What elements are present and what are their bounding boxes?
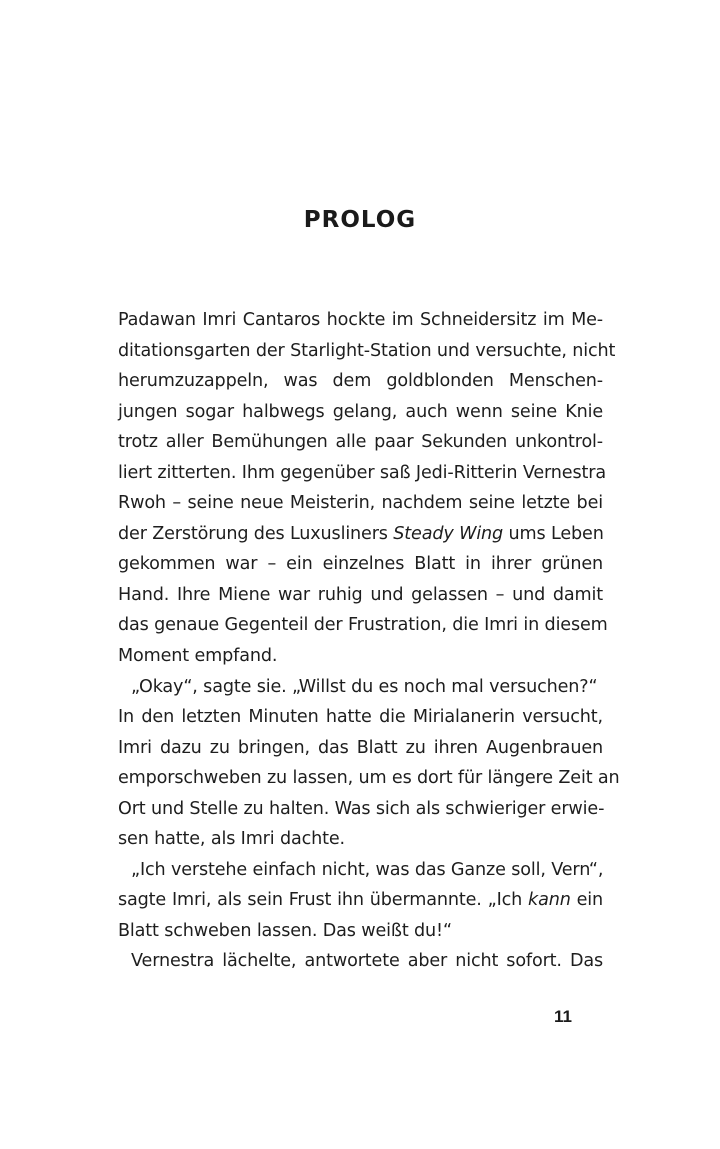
text-line: herumzuzappeln, was dem goldblonden Menschen- <box>118 371 603 392</box>
text-line: In den letzten Minuten hatte die Mirialanerin versucht, <box>118 707 603 728</box>
text-line: emporschweben zu lassen, um es dort für längere Zeit an <box>118 768 620 789</box>
text-line: trotz aller Bemühungen alle paar Sekunden unkontrol- <box>118 432 603 453</box>
text-line: Blatt schweben lassen. Das weißt du!“ <box>118 920 452 941</box>
text-line <box>118 519 603 550</box>
text-line: Hand. Ihre Miene war ruhig und gelassen – und damit <box>118 584 603 605</box>
text-line: Moment empfand. <box>118 646 278 667</box>
text-line: jungen sogar halbwegs gelang, auch wenn seine Knie <box>118 401 603 422</box>
italic-ship-name: Steady Wing <box>393 523 504 544</box>
text-line: liert zitterten. Ihm gegenüber saß Jedi-Ritterin Vernestra <box>118 462 606 483</box>
text-line: „Okay“, sagte sie. „Willst du es noch mal versuchen?“ <box>131 676 598 697</box>
text-line: Rwoh – seine neue Meisterin, nachdem seine letzte bei <box>118 493 603 514</box>
body-text <box>118 305 620 977</box>
text-segment: sagte Imri, als sein Frust ihn übermannte. „Ich <box>118 890 529 911</box>
text-line: gekommen war – ein einzelnes Blatt in ihrer grünen <box>118 554 603 575</box>
text-line <box>118 885 603 916</box>
text-line: Vernestra lächelte, antwortete aber nicht sofort. Das <box>131 951 603 972</box>
text-line: Padawan Imri Cantaros hockte im Schneidersitz im Me- <box>118 310 603 330</box>
text-line: Ort und Stelle zu halten. Was sich als schwieriger erwie- <box>118 798 605 819</box>
text-segment: ums Leben <box>503 523 604 544</box>
text-line: „Ich verstehe einfach nicht, was das Ganze soll, Vern“, <box>131 859 604 880</box>
text-line: sen hatte, als Imri dachte. <box>118 829 345 850</box>
chapter-title: PROLOG <box>303 207 417 233</box>
page-number: 11 <box>554 1007 572 1026</box>
italic-emphasis: kann <box>528 890 571 911</box>
text-line: ditationsgarten der Starlight-Station und versuchte, nicht <box>118 340 616 361</box>
text-line: Imri dazu zu bringen, das Blatt zu ihren Augenbrauen <box>118 737 603 758</box>
text-line: das genaue Gegenteil der Frustration, die Imri in diesem <box>118 615 608 636</box>
text-segment: der Zerstörung des Luxusliners <box>118 523 394 544</box>
text-segment: ein <box>570 890 603 911</box>
